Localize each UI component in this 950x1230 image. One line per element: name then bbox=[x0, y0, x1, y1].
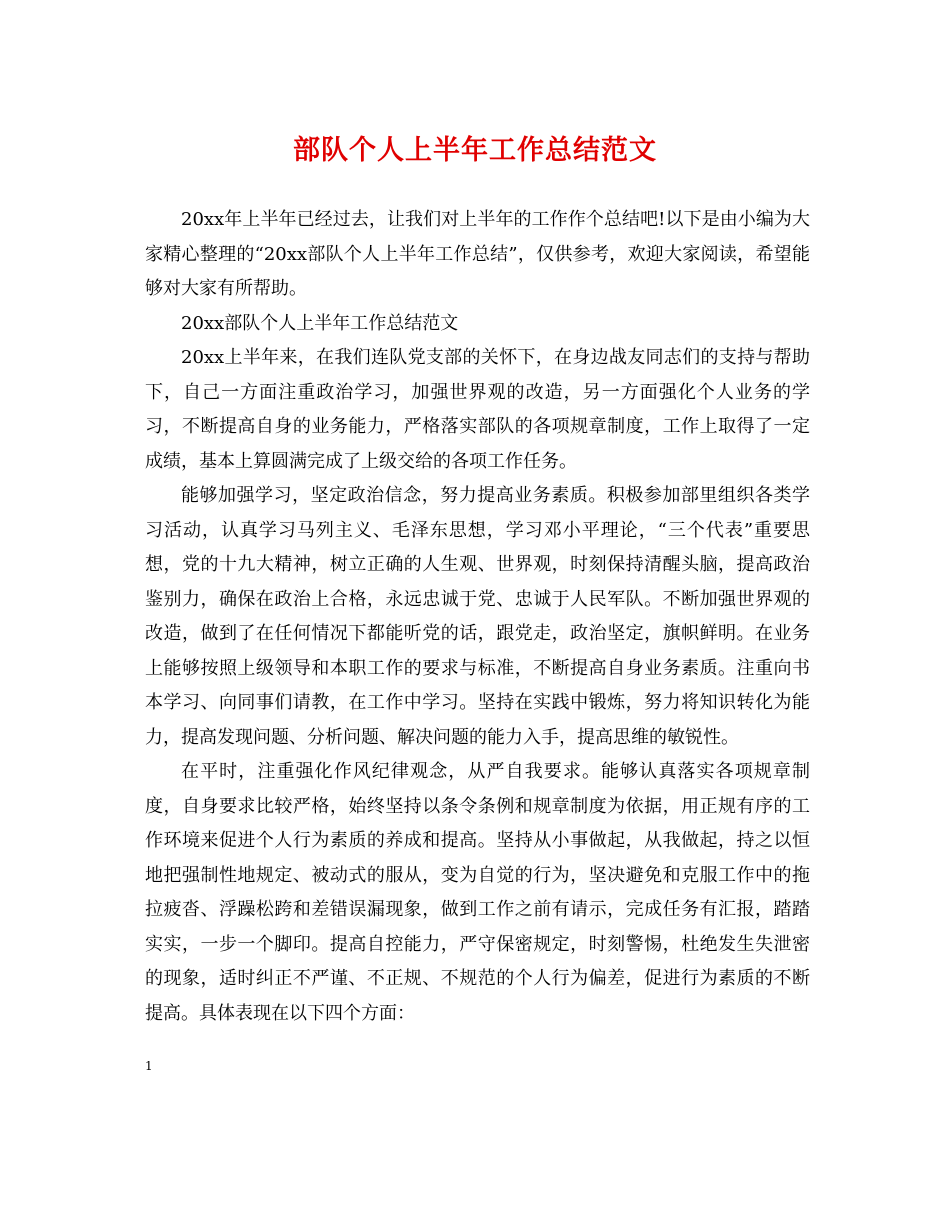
page-title: 部队个人上半年工作总结范文 bbox=[293, 135, 657, 166]
document-body bbox=[145, 203, 810, 1031]
paragraph-discipline: 在平时，注重强化作风纪律观念，从严自我要求。能够认真落实各项规章制度，自身要求比较严格，始终坚持以条令条例和规章制度为依据，用正规有序的工作环境来促进个人行为素质的养成和提高。坚持从小事做起，从我做起，持之以恒地把强制性地规定、被动式的服从，变为自觉的行为，坚决避免和克服工作中的拖拉疲沓、浮躁松跨和差错误漏现象，做到工作之前有请示，完成任务有汇报，踏踏实实，一步一个脚印。提高自控能力，严守保密规定，时刻警惕，杜绝发生失泄密的现象，适时纠正不严谨、不正规、不规范的个人行为偏差，促进行为素质的不断提高。具体表现在以下四个方面： bbox=[145, 761, 810, 1024]
paragraph-study: 能够加强学习，坚定政治信念，努力提高业务素质。积极参加部里组织各类学习活动，认真学习马列主义、毛泽东思想，学习邓小平理论，“三个代表”重要思想，党的十九大精神，树立正确的人生观、世界观，时刻保持清醒头脑，提高政治鉴别力，确保在政治上合格，永远忠诚于党、忠诚于人民军队。不断加强世界观的改造，做到了在任何情况下都能听党的话，跟党走，政治坚定，旗帜鲜明。在业务上能够按照上级领导和本职工作的要求与标准，不断提高自身业务素质。注重向书本学习、向同事们请教，在工作中学习。坚持在实践中锻炼，努力将知识转化为能力，提高发现问题、分析问题、解决问题的能力入手，提高思维的敏锐性。 bbox=[145, 485, 810, 748]
paragraph-overview: 20xx上半年来，在我们连队党支部的关怀下，在身边战友同志们的支持与帮助下，自己一方面注重政治学习，加强世界观的改造，另一方面强化个人业务的学习，不断提高自身的业务能力，严格落实部队的各项规章制度，工作上取得了一定成绩，基本上算圆满完成了上级交给的各项工作任务。 bbox=[145, 347, 810, 472]
paragraph-intro: 20xx年上半年已经过去，让我们对上半年的工作作个总结吧!以下是由小编为大家精心整理的“20xx部队个人上半年工作总结”，仅供参考，欢迎大家阅读，希望能够对大家有所帮助。 bbox=[145, 209, 810, 299]
page-number: 1 bbox=[145, 1059, 153, 1073]
paragraph-subtitle: 20xx部队个人上半年工作总结范文 bbox=[181, 312, 459, 334]
